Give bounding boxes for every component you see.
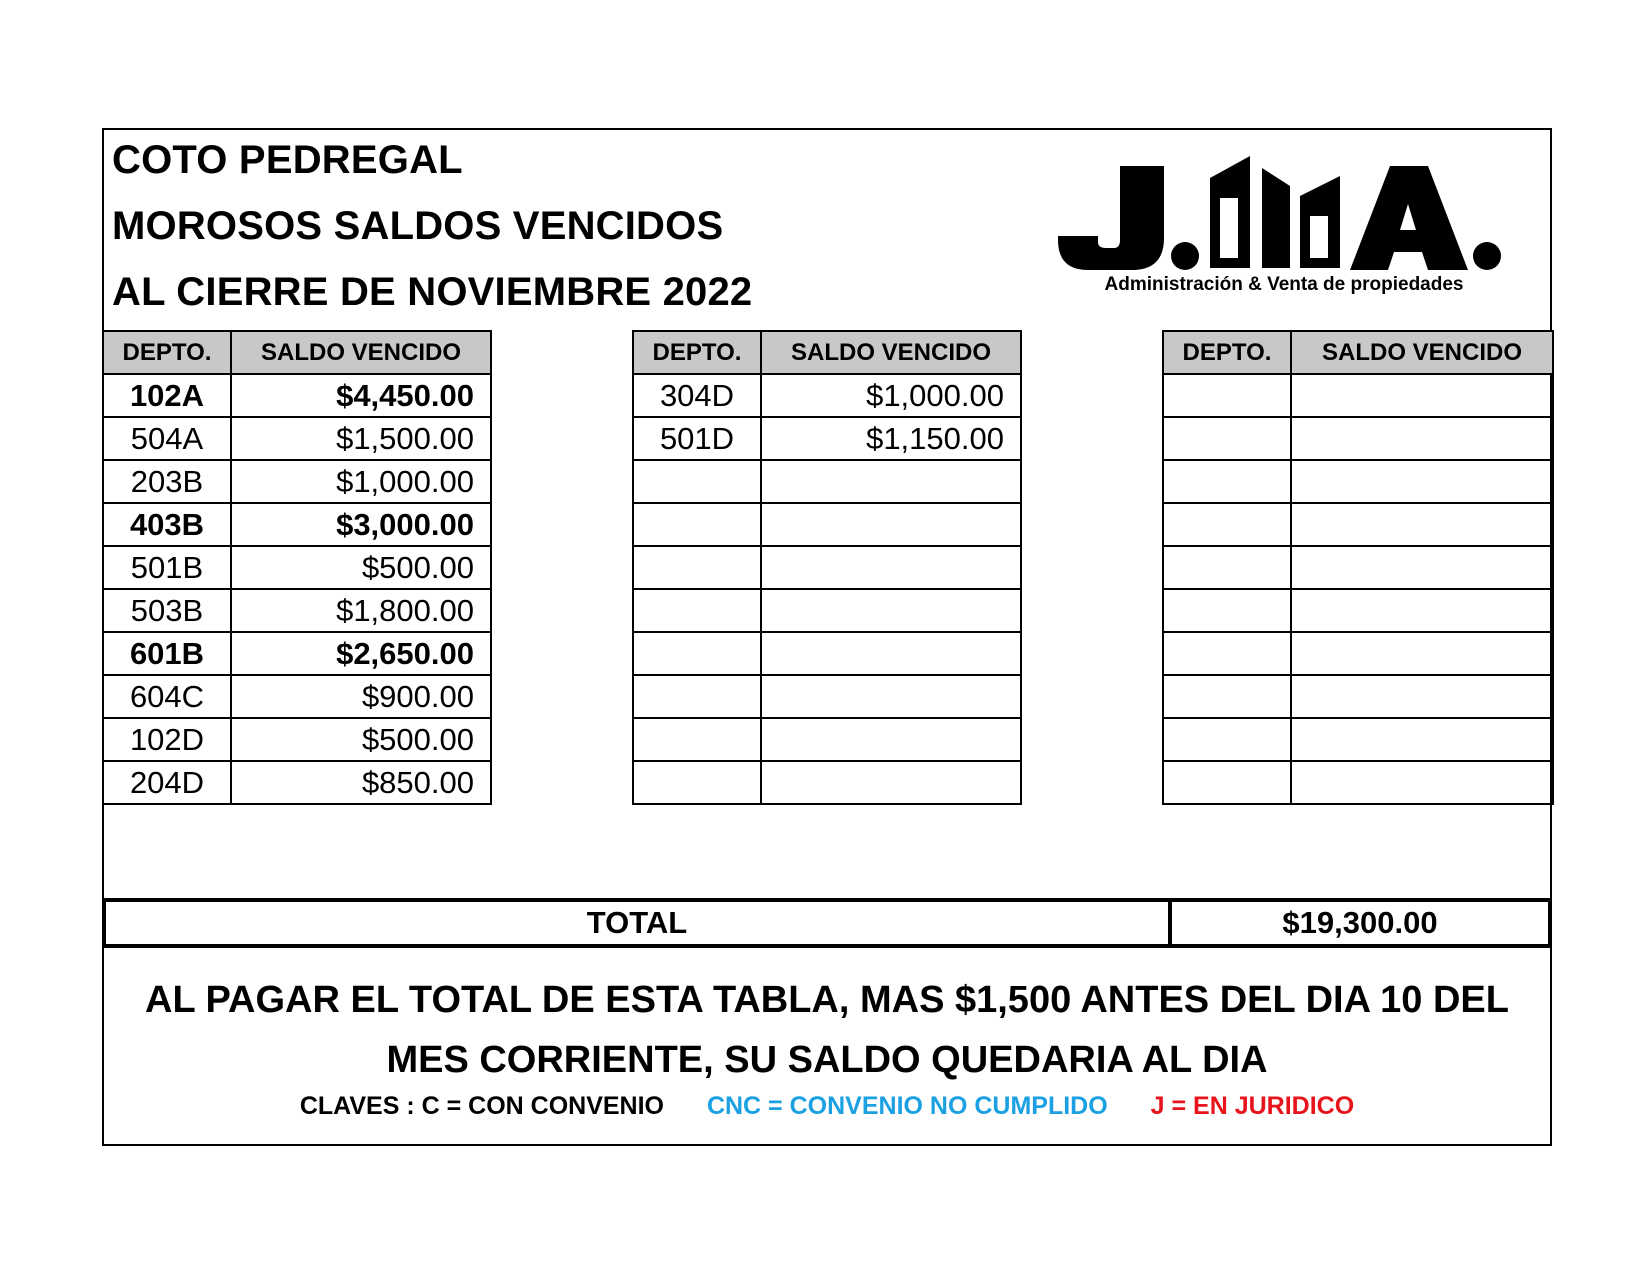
saldo-cell: $500.00 — [231, 546, 491, 589]
notice-line-2: MES CORRIENTE, SU SALDO QUEDARIA AL DIA — [386, 1039, 1268, 1081]
table-row — [1163, 503, 1553, 546]
depto-cell: 501B — [103, 546, 231, 589]
depto-cell: 601B — [103, 632, 231, 675]
saldo-cell: $900.00 — [231, 675, 491, 718]
table-row — [633, 417, 1021, 460]
saldo-cell: $1,000.00 — [231, 460, 491, 503]
table-row — [633, 460, 1021, 503]
table-row — [1163, 546, 1553, 589]
depto-cell: 503B — [103, 589, 231, 632]
saldo-cell — [1291, 374, 1553, 417]
depto-cell — [633, 503, 761, 546]
column-header-depto: DEPTO. — [633, 331, 761, 374]
table-row — [633, 546, 1021, 589]
depto-cell — [1163, 632, 1291, 675]
depto-cell — [1163, 546, 1291, 589]
saldo-cell — [761, 675, 1021, 718]
depto-cell — [633, 460, 761, 503]
saldo-cell — [1291, 417, 1553, 460]
table-row — [103, 718, 491, 761]
clave-en-juridico: J = EN JURIDICO — [1150, 1092, 1355, 1120]
table-row — [103, 589, 491, 632]
total-label: TOTAL — [106, 902, 1172, 944]
total-row — [102, 898, 1552, 948]
table-row — [1163, 632, 1553, 675]
saldo-cell — [761, 460, 1021, 503]
saldo-cell — [1291, 546, 1553, 589]
table-row — [633, 632, 1021, 675]
table-row — [1163, 417, 1553, 460]
notice-line-1: AL PAGAR EL TOTAL DE ESTA TABLA, MAS $1,500 ANTES DEL DIA 10 DEL — [145, 979, 1509, 1021]
saldo-cell: $500.00 — [231, 718, 491, 761]
clave-convenio-no-cumplido: CNC = CONVENIO NO CUMPLIDO — [706, 1092, 1108, 1120]
depto-cell: 203B — [103, 460, 231, 503]
morosos-table-2 — [632, 330, 1022, 805]
table-row — [633, 761, 1021, 804]
column-header-depto: DEPTO. — [1163, 331, 1291, 374]
depto-cell — [1163, 589, 1291, 632]
payment-notice — [102, 970, 1552, 1090]
column-header-saldo: SALDO VENCIDO — [1291, 331, 1553, 374]
depto-cell: 102D — [103, 718, 231, 761]
depto-cell — [1163, 460, 1291, 503]
title-line-2: MOROSOS SALDOS VENCIDOS — [112, 204, 724, 248]
depto-cell — [633, 718, 761, 761]
saldo-cell — [761, 761, 1021, 804]
table-row — [633, 503, 1021, 546]
table-row — [103, 374, 491, 417]
saldo-cell — [761, 718, 1021, 761]
saldo-cell — [1291, 589, 1553, 632]
depto-cell — [633, 546, 761, 589]
table-row — [1163, 589, 1553, 632]
table-row — [1163, 761, 1553, 804]
table-row — [1163, 675, 1553, 718]
depto-cell — [633, 589, 761, 632]
saldo-cell: $1,800.00 — [231, 589, 491, 632]
depto-cell: 304D — [633, 374, 761, 417]
table-row — [633, 589, 1021, 632]
depto-cell: 102A — [103, 374, 231, 417]
depto-cell — [633, 632, 761, 675]
table-header-row — [103, 331, 491, 374]
depto-cell — [1163, 761, 1291, 804]
clave-con-convenio: CLAVES : C = CON CONVENIO — [299, 1092, 664, 1120]
saldo-cell — [761, 503, 1021, 546]
depto-cell: 604C — [103, 675, 231, 718]
depto-cell — [633, 675, 761, 718]
saldo-cell — [1291, 718, 1553, 761]
depto-cell — [1163, 675, 1291, 718]
table-row — [1163, 718, 1553, 761]
depto-cell — [1163, 503, 1291, 546]
saldo-cell: $1,500.00 — [231, 417, 491, 460]
depto-cell — [633, 761, 761, 804]
saldo-cell — [761, 546, 1021, 589]
saldo-cell: $4,450.00 — [231, 374, 491, 417]
table-row — [633, 675, 1021, 718]
morosos-table-1 — [102, 330, 492, 805]
depto-cell — [1163, 417, 1291, 460]
table-row — [103, 675, 491, 718]
depto-cell: 504A — [103, 417, 231, 460]
table-row — [103, 632, 491, 675]
saldo-cell: $850.00 — [231, 761, 491, 804]
table-row — [1163, 374, 1553, 417]
table-header-row — [633, 331, 1021, 374]
table-row — [633, 718, 1021, 761]
saldo-cell: $1,150.00 — [761, 417, 1021, 460]
column-header-saldo: SALDO VENCIDO — [761, 331, 1021, 374]
table-row — [633, 374, 1021, 417]
claves-legend — [102, 1092, 1552, 1121]
column-header-saldo: SALDO VENCIDO — [231, 331, 491, 374]
logo-tagline: Administración & Venta de propiedades — [1104, 274, 1464, 295]
table-row — [103, 417, 491, 460]
saldo-cell — [1291, 632, 1553, 675]
table-row — [103, 460, 491, 503]
title-line-3: AL CIERRE DE NOVIEMBRE 2022 — [112, 270, 753, 314]
depto-cell — [1163, 718, 1291, 761]
column-header-depto: DEPTO. — [103, 331, 231, 374]
title-line-1: COTO PEDREGAL — [112, 138, 463, 182]
saldo-cell: $1,000.00 — [761, 374, 1021, 417]
morosos-table-3 — [1162, 330, 1554, 805]
depto-cell: 403B — [103, 503, 231, 546]
saldo-cell — [1291, 761, 1553, 804]
depto-cell: 204D — [103, 761, 231, 804]
depto-cell — [1163, 374, 1291, 417]
total-value: $19,300.00 — [1282, 905, 1438, 940]
table-row — [1163, 460, 1553, 503]
saldo-cell — [1291, 460, 1553, 503]
table-header-row — [1163, 331, 1553, 374]
saldo-cell — [761, 632, 1021, 675]
saldo-cell: $3,000.00 — [231, 503, 491, 546]
table-row — [103, 546, 491, 589]
table-row — [103, 761, 491, 804]
saldo-cell — [1291, 675, 1553, 718]
saldo-cell — [761, 589, 1021, 632]
saldo-cell — [1291, 503, 1553, 546]
saldo-cell: $2,650.00 — [231, 632, 491, 675]
table-row — [103, 503, 491, 546]
depto-cell: 501D — [633, 417, 761, 460]
